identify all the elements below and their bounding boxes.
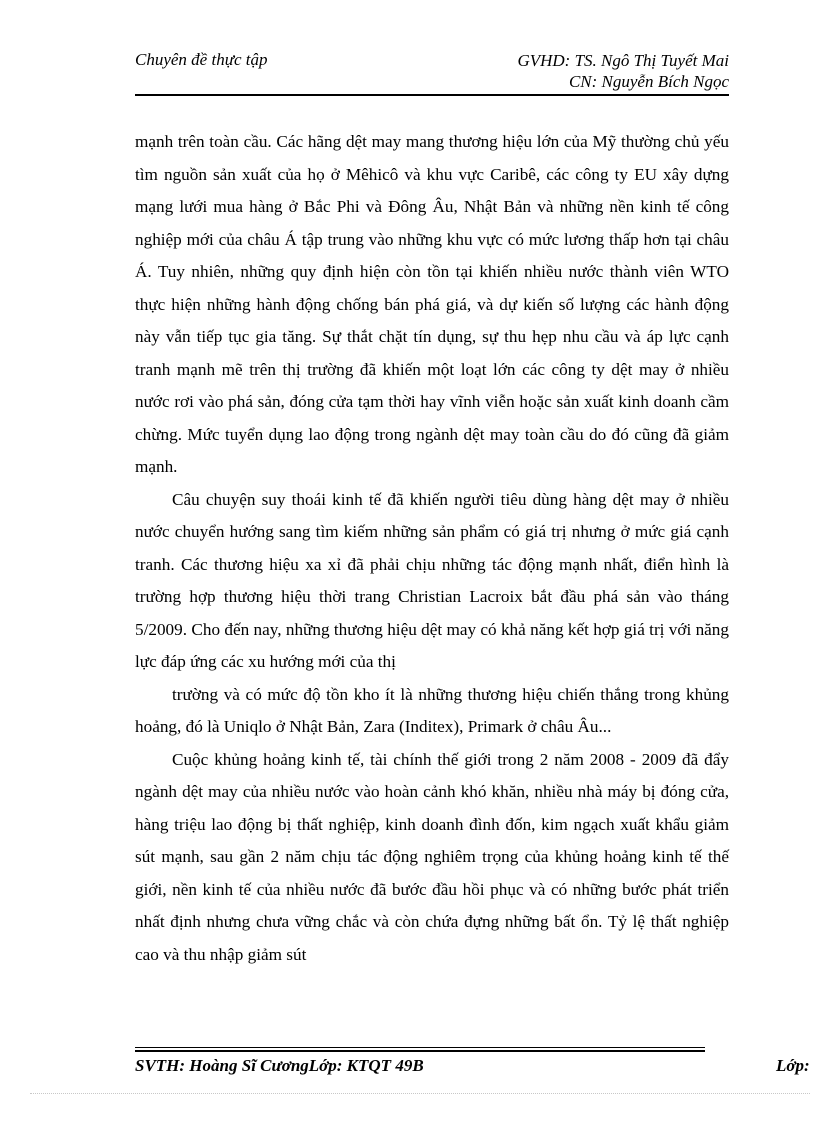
- header-supervisor-gvhd: GVHD: TS. Ngô Thị Tuyết Mai: [517, 51, 729, 70]
- header-course-title: Chuyên đề thực tập: [135, 50, 268, 69]
- paragraph: Câu chuyện suy thoái kinh tế đã khiến người tiêu dùng hàng dệt may ở nhiều nước chuyển hướng sang tìm kiếm những sản phẩm có giá trị nhưng ở mức giá cạnh tranh. Các thương hiệu xa xỉ đã phải chịu những tác động mạnh nhất, điển hình là trường hợp thương hiệu thời trang Christian Lacroix bắt đầu phá sản vào tháng 5/2009. Cho đến nay, những thương hiệu dệt may có khả năng kết hợp giá trị với năng lực đáp ứng các xu hướng mới của thị: [135, 489, 729, 671]
- paragraph: trường và có mức độ tồn kho ít là những thương hiệu chiến thắng trong khủng hoảng, đó là Uniqlo ở Nhật Bản, Zara (Inditex), Primark ở châu Âu...: [135, 684, 729, 736]
- paragraph-continued: mạnh trên toàn cầu. Các hãng dệt may mang thương hiệu lớn của Mỹ thường chủ yếu tìm nguồn sản xuất của họ ở Mêhicô và khu vực Caribê, các công ty EU xây dựng mạng lưới mua hàng ở Bắc Phi và Đông Âu, Nhật Bản và những nền kinh tế công nghiệp mới của châu Á tập trung vào những khu vực có mức lương thấp hơn tại châu Á. Tuy nhiên, những quy định hiện còn tồn tại khiến nhiều nước thành viên WTO thực hiện những hành động chống bán phá giá, và dự kiến số lượng các hành động này vẫn tiếp tục gia tăng. Sự thắt chặt tín dụng, sự thu hẹp nhu cầu và áp lực cạnh tranh mạnh mẽ trên thị trường đã khiến một loạt lớn các công ty dệt may ở nhiều nước rơi vào phá sản, đóng cửa tạm thời hay vĩnh viễn hoặc sản xuất kinh doanh cầm chừng. Mức tuyển dụng lao động trong ngành dệt may toàn cầu do đó cũng đã giảm mạnh.: [135, 132, 729, 476]
- paragraph: Cuộc khủng hoảng kinh tế, tài chính thế giới trong 2 năm 2008 - 2009 đã đẩy ngành dệt may của nhiều nước vào hoàn cảnh khó khăn, nhiều nhà máy bị đóng cửa, hàng triệu lao động bị thất nghiệp, kinh doanh đình đốn, kim ngạch xuất khẩu giảm sút mạnh, sau gần 2 năm chịu tác động nghiêm trọng của khủng hoảng kinh tế thế giới, nền kinh tế của nhiều nước đã bước đầu hồi phục và có những bước phát triển nhất định nhưng chưa vững chắc và còn chứa đựng những bất ổn. Tỷ lệ thất nghiệp cao và thu nhập giảm sút: [135, 749, 729, 964]
- footer-divider-thin: [135, 1047, 705, 1048]
- document-body: [135, 126, 729, 971]
- header-supervisors: [517, 50, 729, 92]
- header-divider: [135, 94, 729, 96]
- header-supervisor-cn: CN: Nguyễn Bích Ngọc: [568, 72, 729, 91]
- page-bottom-dotted-line: [30, 1093, 810, 1094]
- footer-student-info: SVTH: Hoàng Sĩ CươngLớp: KTQT 49B: [135, 1056, 424, 1075]
- footer-class-label: Lớp:: [776, 1056, 810, 1075]
- footer-divider-thick: [135, 1050, 705, 1052]
